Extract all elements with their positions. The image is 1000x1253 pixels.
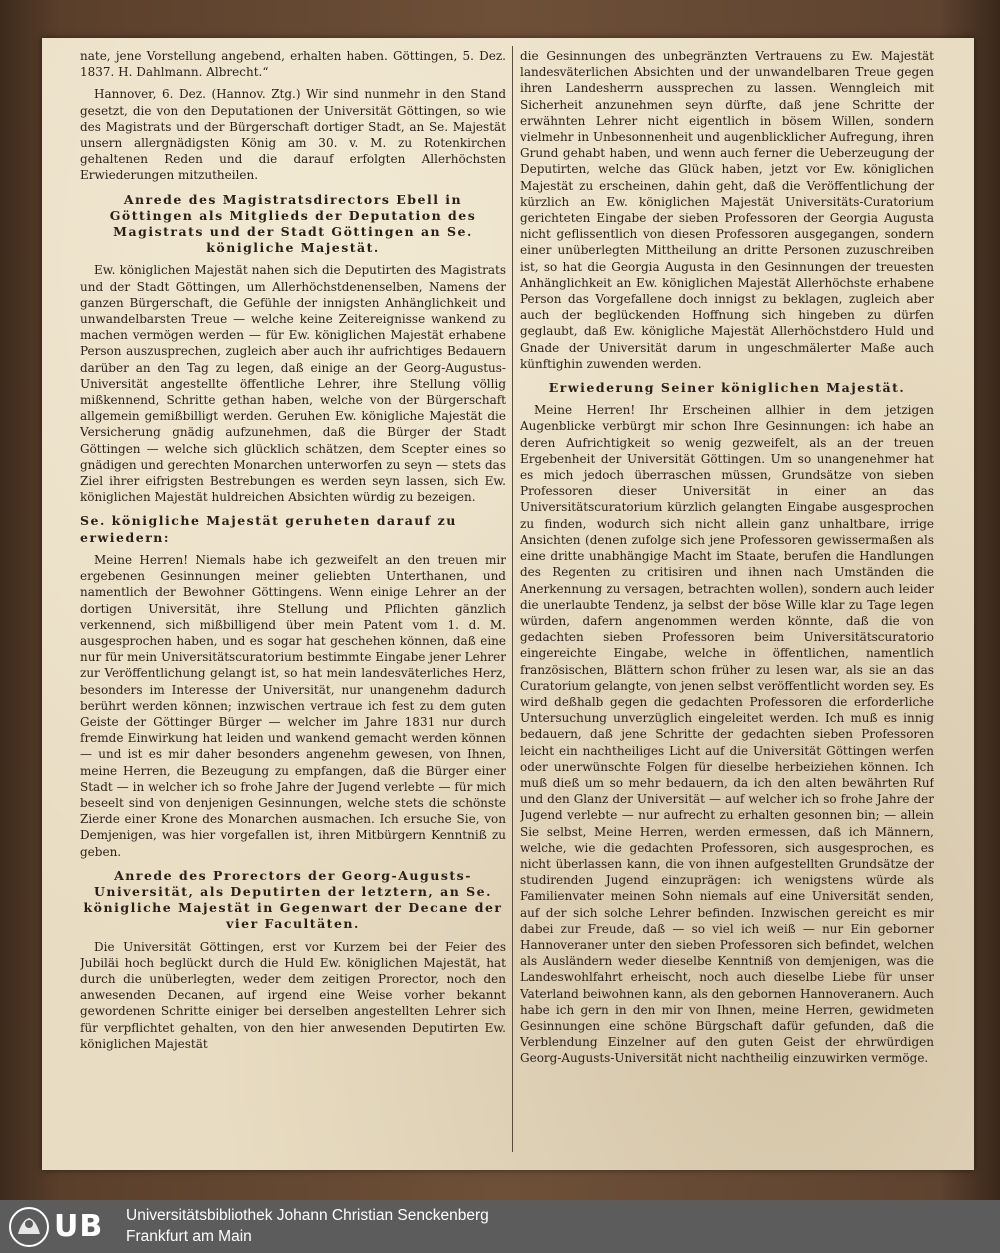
right-paragraph-2: Meine Herren! Ihr Erscheinen allhier in dem jetzigen Augenblicke verbürgt mir schon Ihre Gesinnungen: ich habe an deren Aufrichtigkeit so wenig gezweifelt, als an der treuen Ergebenheit der Universität Göttingen. Um so unangenehmer hat es mich jedoch überraschen müssen, Grundsätze von sieben Professoren dieser Universität in einer an das Universitätscuratorium kürzlich gelangten Eingabe ausgesprochen zu finden, wodurch sich nicht allein ganz unhaltbare, irrige Ansichten (denen zufolge sich jene Professoren gewissermaßen als eine dritte unabhängige Macht im Staate, berufen die Handlungen des Regenten zu critisiren und ihnen nach Umständen die Anerkennung zu versagen, betrachten wollen), sondern auch leider die unerlaubte Tendenz, ja selbst der böse Wille klar zu Tage legen würden, dafern angenommen werden könnte, daß die von gedachten sieben Professoren beim Universitätscuratorio eingereichte Eingabe, welche in öffentlichen, namentlich französischen, Blättern schon früher zu lesen war, als sie an das Curatorium gelangte, von jenen selbst veröffentlicht worden sey. Es wird deßhalb gegen die gedachten Professoren die erforderliche Untersuchung unverzüglich eingeleitet werden. Ich muß es innig bedauern, daß jene Schritte der gedachten sieben Professoren leicht ein nachtheiliges Licht auf die Universität Göttingen werfen oder unerwünschte Folgen für dieselbe herbeiziehen können. Ich muß dieß um so mehr bedauern, da ich den alten bewährten Ruf und den Glanz der Universität — auf welcher ich so frohe Jahre der Jugend verlebte — nur aufrecht zu erhalten gesonnen bin; — allein Sie selbst, Meine Herren, werden ermessen, daß ich Männern, welche, wie die gedachten Professoren, sich ausgesprochen, es nicht überlassen kann, die von ihnen aufgestellten Grundsätze der studirenden Jugend einzuprägen: ich wenigstens würde als Familienvater meinen Sohn niemals auf eine Universität senden, auf der sich solche Lehrer befinden. Inzwischen gereicht es mir dabei zur Freude, daß — so viel ich weiß — nur Ein geborner Hannoveraner unter den sieben Professoren sich befindet, welchen als Ausländern weder dieselbe Kenntniß von demjenigen, was die Landeswohlfahrt erheischt, noch auch dieselbe Liebe für unser Vaterland beiwohnen kann, als den gebornen Hannoveranern. Auch habe ich gern in den mir von Ihnen, meine Herren, gewidmeten Gesinnungen eine schöne Bürgschaft dafür gefunden, daß die Verblendung Einzelner auf den guten Geist der ehrwürdigen Georg-Augusts-Universität nicht nachtheilig einzuwirken vermöge. bbox=[520, 403, 934, 1066]
left-heading-1: Anrede des Magistratsdirectors Ebell in Göttingen als Mitglieds der Deputation des Magistrats und der Stadt Göttingen an Se. königliche Majestät. bbox=[109, 191, 477, 256]
left-paragraph-3: Ew. königlichen Majestät nahen sich die Deputirten des Magistrats und der Stadt Göttingen, um Allerhöchstdenenselben, Namens der ganzen Bürgerschaft, die Gefühle der innigsten Anhänglichkeit und unwandelbarsten Treue — welche keine Zeitereignisse wankend zu machen vermögen werden — für Ew. königlichen Majestät erhabene Person auszusprechen, zugleich aber auch ihr aufrichtiges Bedauern darüber an den Tag zu legen, daß einige an der Georg-Augustus-Universität angestellte öffentliche Lehrer, ihre Stellung völlig mißkennend, Schritte gethan haben, welche von der Bürgerschaft allgemein gemißbilligt werden. Geruhen Ew. königliche Majestät die Versicherung gnädig aufzunehmen, daß die Bürger der Stadt Göttingen — welche sich glücklich schätzen, dem Scepter eines so gnädigen und gerechten Monarchen unterworfen zu seyn — stets das Ziel ihrer eifrigsten Bestrebungen es werden seyn lassen, sich Ew. königlichen Majestät huldreichen Absichten würdig zu bezeigen. bbox=[80, 263, 506, 505]
library-logo-text: UB bbox=[54, 1209, 104, 1244]
library-name: Universitätsbibliothek Johann Christian Senckenberg bbox=[126, 1207, 489, 1224]
left-paragraph-2: Hannover, 6. Dez. (Hannov. Ztg.) Wir sind nunmehr in den Stand gesetzt, die von den Deputationen der Universität Göttingen, so wie des Magistrats und der Bürgerschaft dortiger Stadt, an Se. Majestät unsern allergnädigsten König am 30. v. M. zu Rotenkirchen gehaltenen Reden und die darauf erfolgten Allerhöchsten Erwiederungen mitzutheilen. bbox=[80, 87, 506, 183]
newspaper-page bbox=[42, 38, 974, 1170]
left-heading-2: Se. königliche Majestät geruheten darauf zu erwiedern: bbox=[80, 513, 457, 545]
right-heading-1: Erwiederung Seiner königlichen Majestät. bbox=[548, 380, 906, 396]
library-footer-bar bbox=[0, 1200, 1000, 1253]
left-paragraph-1: nate, jene Vorstellung angebend, erhalten haben. Göttingen, 5. Dez. 1837. H. Dahlmann. Albrecht.“ bbox=[80, 49, 506, 80]
left-paragraph-4: Meine Herren! Niemals habe ich gezweifelt an den treuen mir ergebenen Gesinnungen meiner geliebten Unterthanen, und namentlich der Bewohner Göttingens. Wenn einige Lehrer an der dortigen Universität, ihre Stellung und Pflichten gänzlich verkennend, sich mißbilligend über mein Patent vom 1. d. M. ausgesprochen haben, und es sogar hat geschehen können, daß eine nur für mein Universitätscuratorium bestimmte Eingabe jener Lehrer zur Veröffentlichung gelangt ist, so hat mein landesväterliches Herz, besonders im Interesse der Universität, nur unangenehm dadurch berührt werden können; inzwischen vertraue ich fest zu dem guten Geiste der Göttinger Bürger — welcher im Jahre 1831 nur durch fremde Einwirkung hat leiden und wankend gemacht werden können — und ist es mir daher besonders angenehm gewesen, von Ihnen, meine Herren, die Bezeugung zu empfangen, daß die Bürger einer Stadt — in welcher ich so frohe Jahre der Jugend verlebte — für mich beseelt sind von denjenigen Gesinnungen, welche stets die schönste Zierde einer Krone des Monarchen ausmachen. Ich ersuche Sie, von Demjenigen, was hier vorgefallen ist, ihren Mitbürgern Kenntniß zu geben. bbox=[80, 552, 506, 859]
library-location: Frankfurt am Main bbox=[126, 1228, 252, 1245]
right-paragraph-1: die Gesinnungen des unbegränzten Vertrauens zu Ew. Majestät landesväterlichen Absichten und der unwandelbaren Treue gegen ihren Landesherrn aussprechen zu lassen. Wenngleich mit Sicherheit anzunehmen seyn dürfte, daß jene Schritte der erwähnten Lehrer nicht eigentlich in bösem Willen, sondern vielmehr in Unbesonnenheit und augenblicklicher Aufregung, ihren Grund gehabt haben, und wenn auch ferner die Ueberzeugung der Deputirten, welche das Glück haben, jetzt vor Ew. königlichen Majestät zu erscheinen, dahin geht, daß die Veröffentlichung der kürzlich an Ew. königlichen Majestät Universitäts-Curatorium gerichteten Eingabe der sieben Professoren der Georgia Augusta nicht geflissentlich von diesen Professoren ausgegangen, sondern einer unüberlegten Mittheilung an dritte Personen zuzuschreiben ist, so hat die Georgia Augusta in den Gesinnungen der treuesten Anhänglichkeit an Ew. königlichen Majestät Allerhöchste erhabene Person das Vorgefallene doch innigst zu beklagen, zugleich aber auch der beglückenden Hoffnung sich hingeben zu dürfen geglaubt, daß Ew. königliche Majestät Allerhöchstdero Huld und Gnade der Universität darum in ungeschmälerter Maße auch künftighin zuwenden werden. bbox=[520, 49, 934, 371]
library-emblem-icon bbox=[8, 1206, 50, 1248]
left-heading-3: Anrede des Prorectors der Georg-Augusts-Universität, als Deputirten der letztern, an Se. königliche Majestät in Gegenwart der Decane der vier Facultäten. bbox=[83, 867, 503, 932]
left-column bbox=[80, 48, 506, 1156]
right-column bbox=[520, 48, 934, 1156]
left-paragraph-5: Die Universität Göttingen, erst vor Kurzem bei der Feier des Jubiläi hoch beglückt durch die Huld Ew. königlichen Majestät, hat durch die unüberlegten, weder dem zeitigen Prorector, noch den anwesenden Decanen, auf irgend eine Weise vorher bekannt gewordenen Schritte einiger bei derselben angestellten Lehrer sich für verpflichtet gehalten, von den hier anwesenden Deputirten Ew. königlichen Majestät bbox=[80, 939, 506, 1051]
column-divider bbox=[512, 46, 513, 1152]
